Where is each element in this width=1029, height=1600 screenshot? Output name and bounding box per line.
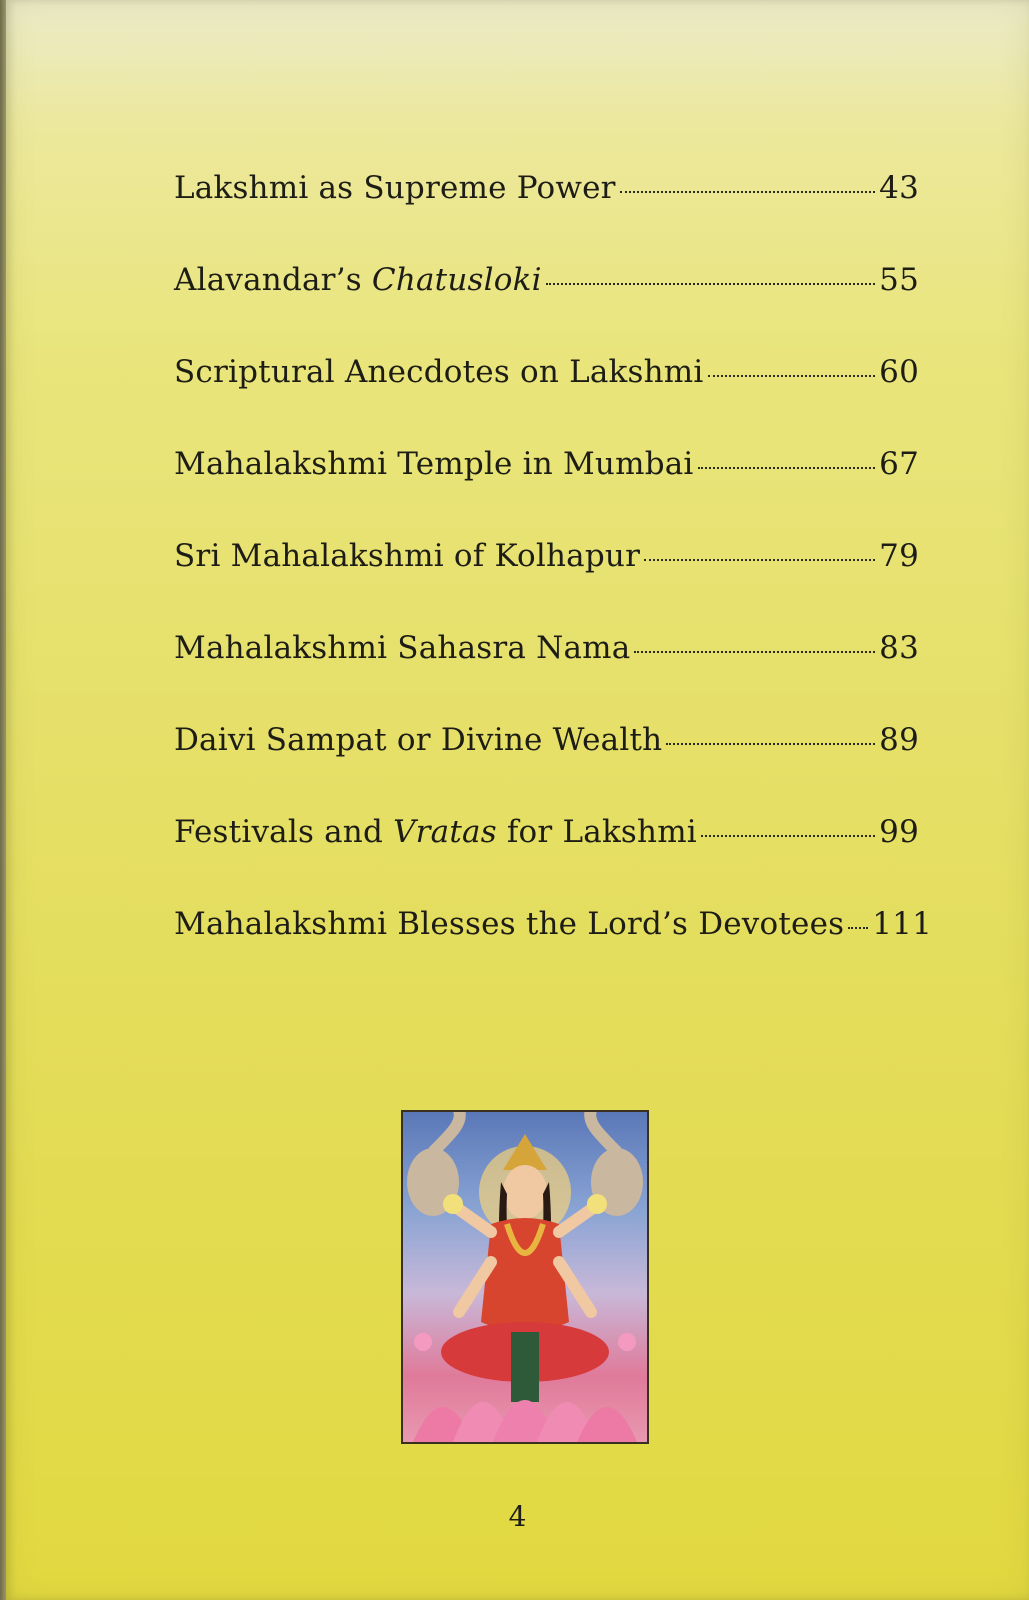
goddess-image-icon — [403, 1112, 647, 1442]
toc-dot-leader — [701, 835, 875, 837]
toc-dot-leader — [634, 651, 875, 653]
toc-entry-page: 79 — [879, 538, 919, 574]
toc-entry-title: Mahalakshmi Blesses the Lord’s Devotees — [174, 906, 845, 942]
toc-entry — [174, 630, 919, 722]
toc-entry — [174, 722, 919, 814]
toc-entry-title: Mahalakshmi Sahasra Nama — [174, 630, 631, 666]
toc-entry-page: 89 — [879, 722, 919, 758]
toc-dot-leader — [698, 467, 876, 469]
toc-entry-title — [174, 814, 697, 850]
toc-entry-title — [174, 262, 542, 298]
toc-entry — [174, 354, 919, 446]
toc-entry-title: Lakshmi as Supreme Power — [174, 170, 616, 206]
page-number: 4 — [508, 1500, 527, 1533]
toc-entry — [174, 814, 919, 906]
book-page — [6, 0, 1029, 1600]
toc-dot-leader — [644, 559, 875, 561]
toc-dot-leader — [708, 375, 876, 377]
toc-dot-leader — [666, 743, 875, 745]
lakshmi-illustration — [401, 1110, 649, 1444]
toc-entry-page: 60 — [879, 354, 919, 390]
toc-dot-leader — [848, 927, 868, 929]
toc-entry — [174, 906, 933, 998]
toc-entry-title: Mahalakshmi Temple in Mumbai — [174, 446, 694, 482]
toc-entry-title-italic: Chatusloki — [371, 262, 542, 298]
toc-entry — [174, 262, 919, 354]
toc-entry-page: 55 — [879, 262, 919, 298]
toc-dot-leader — [620, 191, 875, 193]
table-of-contents — [174, 170, 933, 998]
toc-entry — [174, 170, 919, 262]
toc-entry-page: 83 — [879, 630, 919, 666]
toc-entry-title: Scriptural Anecdotes on Lakshmi — [174, 354, 704, 390]
toc-entry-title: Daivi Sampat or Divine Wealth — [174, 722, 663, 758]
toc-entry-title-text: Festivals and — [174, 814, 394, 850]
toc-entry-page: 67 — [879, 446, 919, 482]
toc-entry-title: Sri Mahalakshmi of Kolhapur — [174, 538, 641, 574]
toc-entry — [174, 538, 919, 630]
toc-entry — [174, 446, 919, 538]
toc-entry-title-italic: Vratas — [393, 814, 497, 850]
toc-entry-title-after: for Lakshmi — [496, 814, 697, 850]
toc-entry-page: 99 — [879, 814, 919, 850]
toc-dot-leader — [546, 283, 875, 285]
toc-entry-page: 43 — [879, 170, 919, 206]
toc-entry-page: 111 — [872, 906, 933, 942]
toc-entry-title-text: Alavandar’s — [174, 262, 372, 298]
